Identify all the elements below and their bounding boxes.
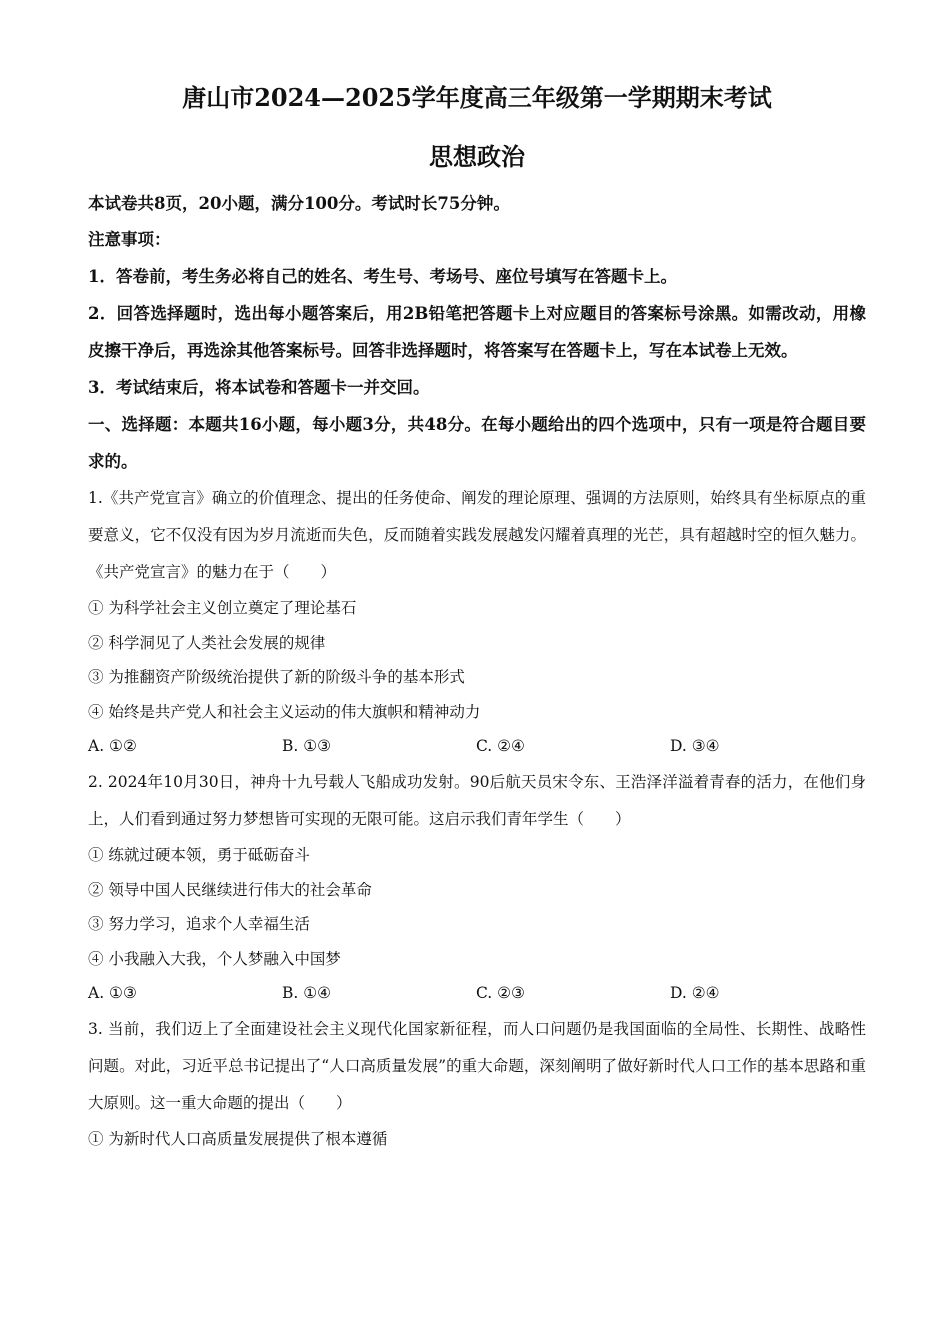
statement-option: ② 领导中国人民继续进行伟大的社会革命 xyxy=(88,880,372,899)
statement-option: ① 为科学社会主义创立奠定了理论基石 xyxy=(88,599,357,617)
statement-option: ② 科学洞见了人类社会发展的规律 xyxy=(88,633,326,652)
statement-option: ④ 始终是共产党人和社会主义运动的伟大旗帜和精神动力 xyxy=(88,702,481,721)
choice-a: A. ①③ xyxy=(88,984,137,1002)
exam-title: 唐山市2024—2025学年度高三年级第一学期期末考试 xyxy=(182,83,772,112)
answer-choices xyxy=(88,976,866,1011)
question-2 xyxy=(88,764,866,1011)
answer-choices xyxy=(88,729,866,764)
note-item: 2．回答选择题时，选出每小题答案后，用2B铅笔把答题卡上对应题目的答案标号涂黑。如需改动，用橡皮擦干净后，再选涂其他答案标号。回答非选择题时，将答案写在答题卡上，写在本试卷上无效。 xyxy=(88,304,866,360)
choice-b: B. ①③ xyxy=(282,737,332,755)
choice-c: C. ②④ xyxy=(476,737,525,755)
choice-d: D. ②④ xyxy=(670,984,720,1002)
question-stem: 1.《共产党宣言》确立的价值理念、提出的任务使命、阐发的理论原理、强调的方法原则，始终具有坐标原点的重要意义，它不仅没有因为岁月流逝而失色，反而随着实践发展越发闪耀着真理的光芒，具有超越时空的恒久魅力。《共产党宣言》的魅力在于（ ） xyxy=(88,489,866,581)
question-stem: 3. 当前，我们迈上了全面建设社会主义现代化国家新征程，而人口问题仍是我国面临的全局性、长期性、战略性问题。对此，习近平总书记提出了“人口高质量发展”的重大命题，深刻阐明了做好新时代人口工作的基本思路和重大原则。这一重大命题的提出（ ） xyxy=(88,1020,866,1112)
statement-option: ④ 小我融入大我，个人梦融入中国梦 xyxy=(88,949,341,968)
note-item: 1．答卷前，考生务必将自己的姓名、考生号、考场号、座位号填写在答题卡上。 xyxy=(88,267,677,286)
section-heading: 一、选择题：本题共16小题，每小题3分，共48分。在每小题给出的四个选项中，只有一项是符合题目要求的。 xyxy=(88,415,866,471)
exam-page xyxy=(88,78,866,1157)
choice-b: B. ①④ xyxy=(282,984,332,1002)
notes-heading: 注意事项： xyxy=(88,230,171,249)
choice-d: D. ③④ xyxy=(670,737,720,755)
statement-option: ③ 为推翻资产阶级统治提供了新的阶级斗争的基本形式 xyxy=(88,668,465,686)
question-1 xyxy=(88,480,866,764)
choice-c: C. ②③ xyxy=(476,984,525,1002)
question-stem: 2. 2024年10月30日，神舟十九号载人飞船成功发射。90后航天员宋令东、王浩泽洋溢着青春的活力，在他们身上，人们看到通过努力梦想皆可实现的无限可能。这启示我们青年学生（ ） xyxy=(88,773,866,828)
choice-a: A. ①② xyxy=(88,737,137,755)
exam-summary: 本试卷共8页，20小题，满分100分。考试时长75分钟。 xyxy=(88,194,510,213)
statement-option: ③ 努力学习，追求个人幸福生活 xyxy=(88,915,310,933)
question-3 xyxy=(88,1011,866,1157)
note-item: 3．考试结束后，将本试卷和答题卡一并交回。 xyxy=(88,378,430,397)
statement-option: ① 为新时代人口高质量发展提供了根本遵循 xyxy=(88,1130,388,1148)
statement-option: ① 练就过硬本领，勇于砥砺奋斗 xyxy=(88,846,310,864)
subject-title: 思想政治 xyxy=(429,142,525,171)
